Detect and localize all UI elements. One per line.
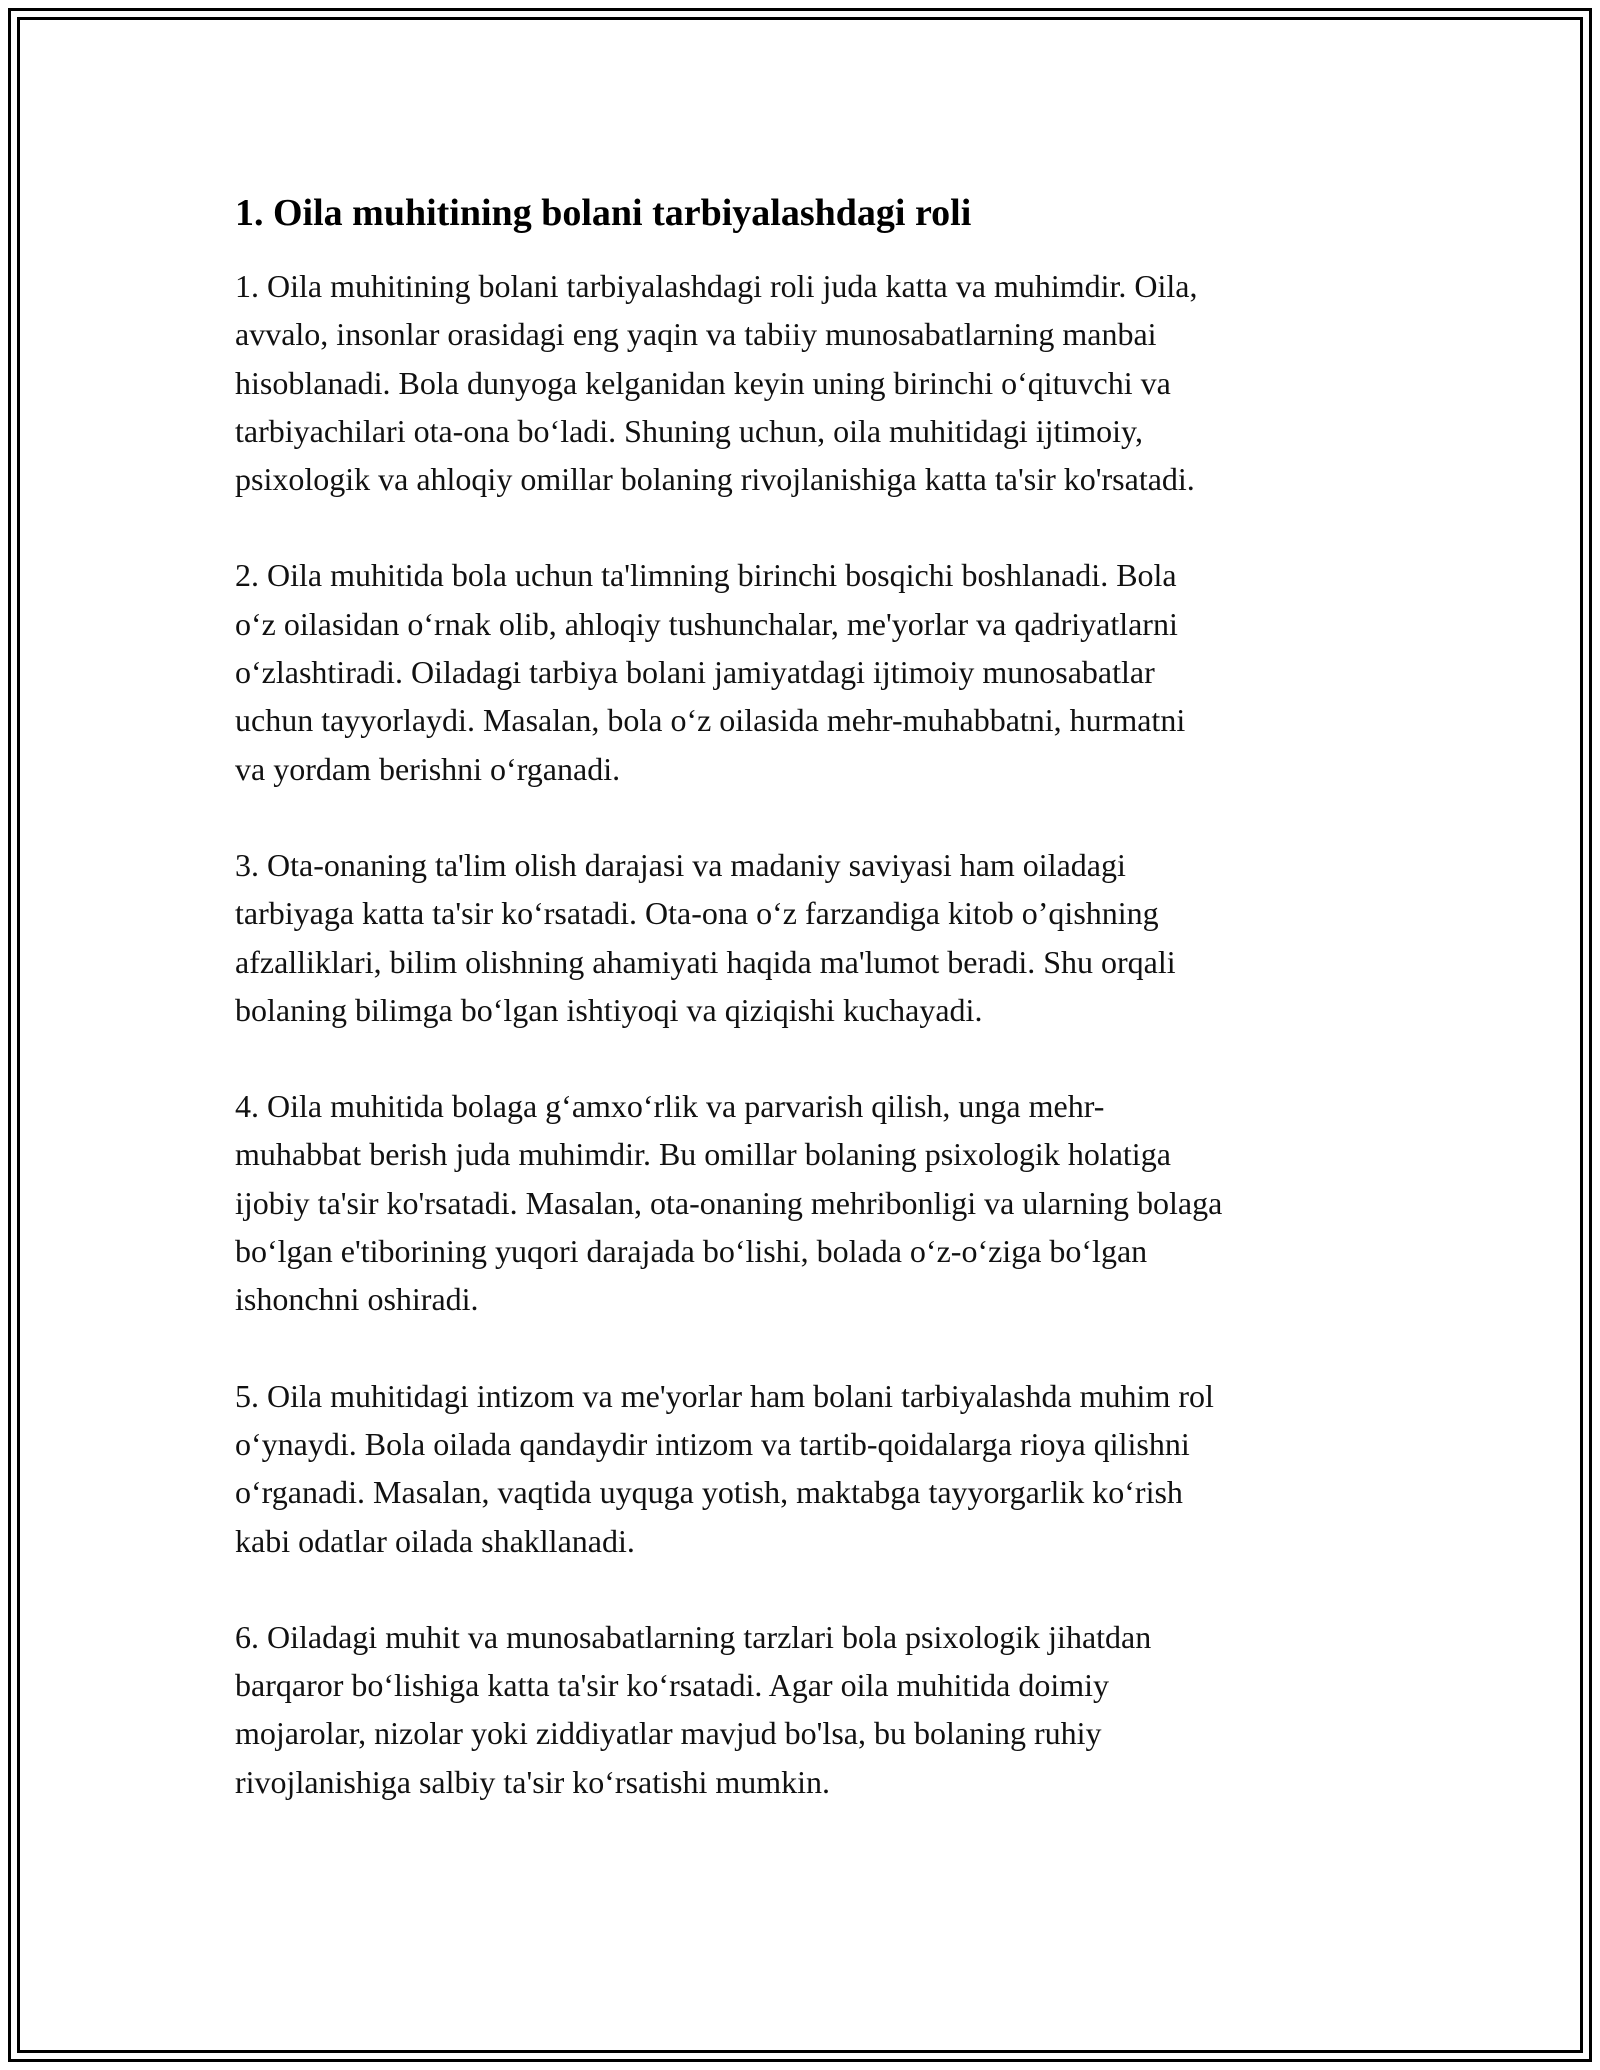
paragraph-3: 3. Ota-onaning ta'lim olish darajasi va madaniy saviyasi ham oiladagi tarbiyaga katta ta'sir koʻrsatadi. Ota-ona oʻz farzandiga kitob o’qishning afzalliklari, bilim olishning ahamiyati haqida ma'lumot beradi. Shu orqali bolaning bilimga boʻlgan ishtiyoqi va qiziqishi kuchayadi. [235, 846, 1176, 1028]
paragraph-4: 4. Oila muhitida bolaga gʻamxoʻrlik va parvarish qilish, unga mehr- muhabbat berish juda muhimdir. Bu omillar bolaning psixologik holatiga ijobiy ta'sir ko'rsatadi. Masalan, ota-onaning mehribonligi va ularning bolaga boʻlgan e'tiborining yuqori darajada boʻlishi, bolada oʻz-oʻziga boʻlgan ishonchni oshiradi. [235, 1088, 1223, 1318]
paragraph-2: 2. Oila muhitida bola uchun ta'limning birinchi bosqichi boshlanadi. Bola oʻz oilasidan oʻrnak olib, ahloqiy tushunchalar, me'yorlar va qadriyatlarni oʻzlashtiradi. Oiladagi tarbiya bolani jamiyatdagi ijtimoiy munosabatlar uchun tayyorlaydi. Masalan, bola oʻz oilasida mehr-muhabbatni, hurmatni va yordam berishni oʻrganadi. [235, 557, 1186, 787]
paragraph-5: 5. Oila muhitidagi intizom va me'yorlar ham bolani tarbiyalashda muhim rol oʻynaydi. Bola oilada qandaydir intizom va tartib-qoidalarga rioya qilishni oʻrganadi. Masalan, vaqtida uyquga yotish, maktabga tayyorgarlik koʻrish kabi odatlar oilada shakllanadi. [235, 1377, 1214, 1559]
paragraph-1: 1. Oila muhitining bolani tarbiyalashdagi roli juda katta va muhimdir. Oila, avvalo, insonlar orasidagi eng yaqin va tabiiy munosabatlarning manbai hisoblanadi. Bola dunyoga kelganidan keyin uning birinchi oʻqituvchi va tarbiyachilari ota-ona boʻladi. Shuning uchun, oila muhitidagi ijtimoiy, psixologik va ahloqiy omillar bolaning rivojlanishiga katta ta'sir ko'rsatadi. [235, 268, 1198, 498]
document-title: 1. Oila muhitining bolani tarbiyalashdagi roli [235, 192, 972, 234]
paragraph-6: 6. Oiladagi muhit va munosabatlarning tarzlari bola psixologik jihatdan barqaror boʻlishiga katta ta'sir koʻrsatadi. Agar oila muhitida doimiy mojarolar, nizolar yoki ziddiyatlar mavjud bo'lsa, bu bolaning ruhiy rivojlanishiga salbiy ta'sir koʻrsatishi mumkin. [235, 1618, 1152, 1800]
document-body [235, 186, 1385, 1854]
